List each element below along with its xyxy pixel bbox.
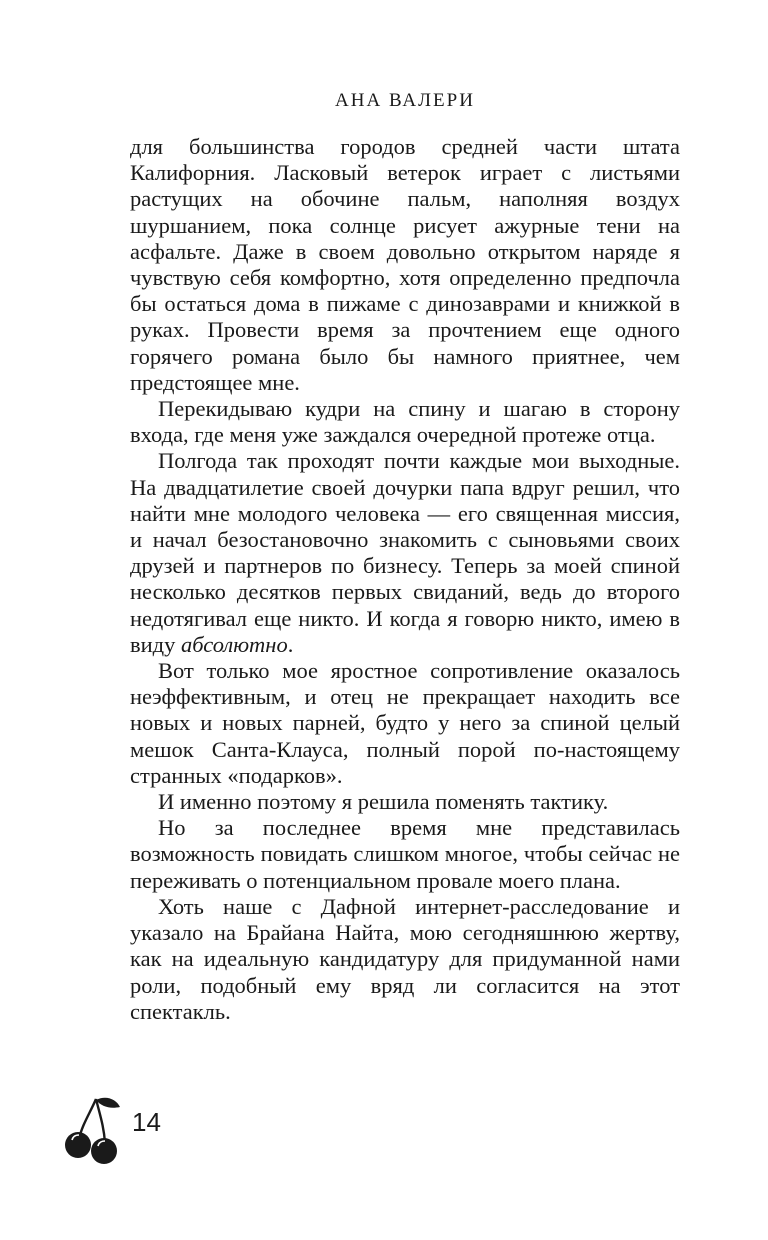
- paragraph-3-end: .: [287, 631, 294, 657]
- paragraph-6: Но за последнее время мне представилась возможность повидать слишком многое, чтобы сейчас не переживать о потенциальном провале моего плана.: [130, 815, 680, 893]
- page-footer: [62, 1095, 262, 1165]
- page-body: [130, 134, 680, 1025]
- paragraph-7: Хоть наше с Дафной интернет-расследование и указало на Брайана Найта, мою сегодняшнюю жертву, как на идеальную кандидатуру для придуманной нами роли, подобный ему вряд ли согласится на этот спектакль.: [130, 893, 680, 1024]
- paragraph-2: Перекидываю кудри на спину и шагаю в сторону входа, где меня уже заждался очередной протеже отца.: [130, 396, 680, 448]
- paragraph-4: Вот только мое яростное сопротивление оказалось неэффективным, и отец не прекращает находить все новых и новых парней, будто у него за спиной целый мешок Санта-Клауса, полный порой по-настоящему странных «подарков».: [130, 658, 680, 788]
- paragraph-3-emphasis: абсолютно: [181, 631, 288, 657]
- paragraph-3-text: Полгода так проходят почти каждые мои выходные. На двадцатилетие своей дочурки папа вдруг решил, что найти мне молодого человека — его священная миссия, и начал безостановочно знакомить с сыновьями своих друзей и партнеров по бизнесу. Теперь за моей спиной несколько десятков первых свиданий, ведь до второго недотягивал еще никто. И когда я говорю никто, имею в виду: [130, 448, 680, 657]
- page-number: 14: [132, 1107, 161, 1137]
- paragraph-3: [130, 448, 680, 658]
- running-header-author: АНА ВАЛЕРИ: [335, 90, 475, 111]
- paragraph-1: для большинства городов средней части штата Калифорния. Ласковый ветерок играет с листьями растущих на обочине пальм, наполняя воздух шуршанием, пока солнце рисует ажурные тени на асфальте. Даже в своем довольно открытом наряде я чувствую себя комфортно, хотя определенно предпочла бы остаться дома в пижаме с динозаврами и книжкой в руках. Провести время за прочтением еще одного горячего романа было бы намного приятнее, чем предстоящее мне.: [130, 134, 680, 395]
- paragraph-5: И именно поэтому я решила поменять тактику.: [158, 789, 609, 815]
- cherry-icon: [62, 1095, 126, 1165]
